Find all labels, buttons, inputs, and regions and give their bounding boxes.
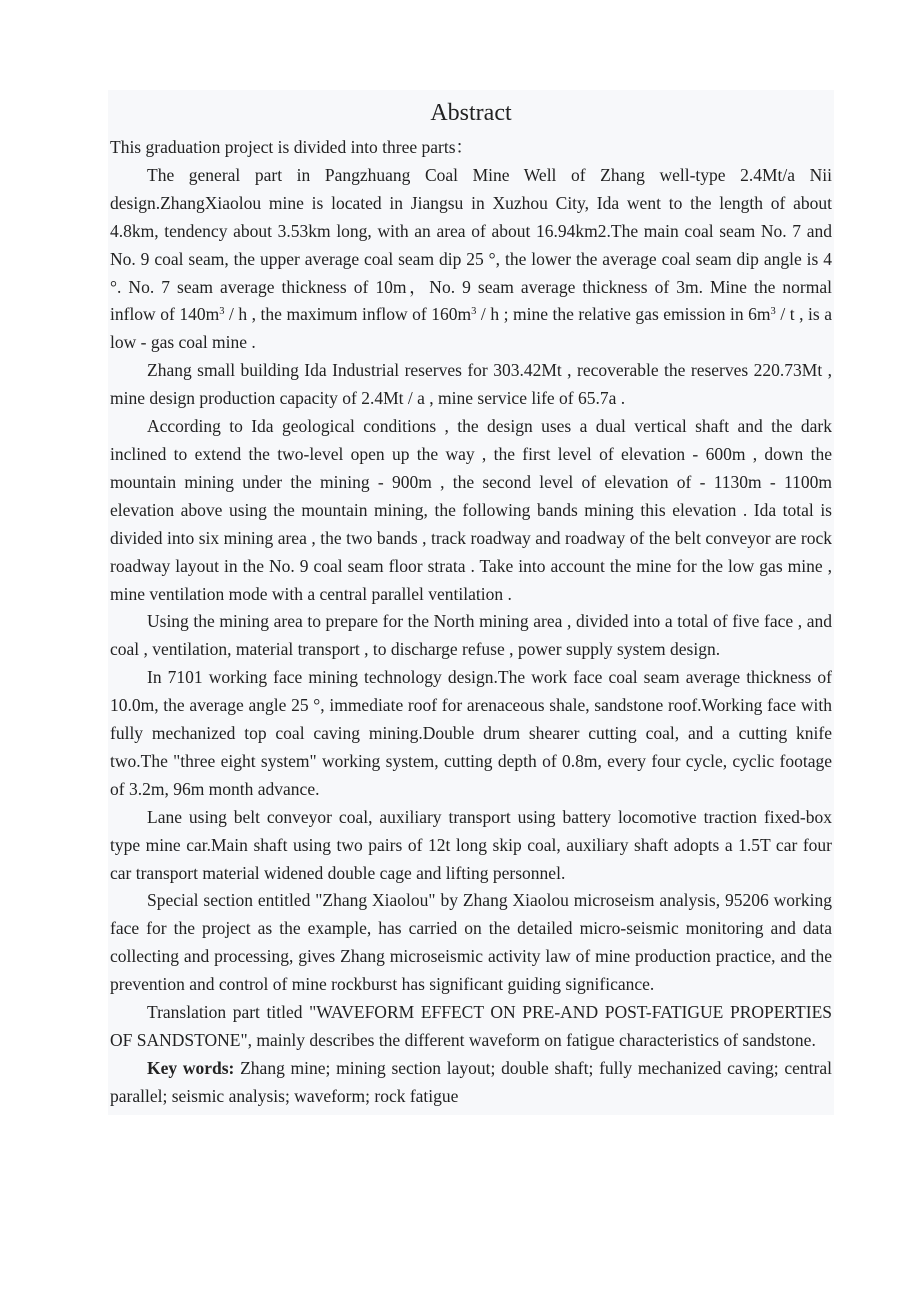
superscript-cubed: 3 bbox=[471, 306, 477, 318]
p1-text-b: / h , the maximum inflow of 160m bbox=[224, 304, 472, 325]
keywords-text: Zhang mine; mining section layout; double shaft; fully mechanized caving; central parallel; seismic analysis; waveform; rock fatigue bbox=[110, 1057, 832, 1106]
superscript-cubed: 3 bbox=[219, 306, 225, 318]
paragraph-development: According to Ida geological conditions , the design uses a dual vertical shaft and the dark inclined to extend the two-level open up the way , the first level of elevation - 600m , down the mountain mining under the mining - 900m , the second level of elevation of - 1130m - 1100m elevation above using the mountain mining, the following bands mining this elevation . Ida total is divided into six mining area , the two bands , track roadway and roadway of the belt conveyor are rock roadway layout in the No. 9 coal seam floor strata . Take into account the mine for the low gas mine , mine ventilation mode with a central parallel ventilation . bbox=[110, 416, 832, 604]
paragraph-transport: Lane using belt conveyor coal, auxiliary transport using battery locomotive traction fixed-box type mine car.Main shaft using two pairs of 12t long skip coal, auxiliary shaft adopts a 1.5T car four car transport material widened double cage and lifting personnel. bbox=[110, 806, 832, 883]
paragraph-working-face: In 7101 working face mining technology design.The work face coal seam average thickness of 10.0m, the average angle 25 °, immediate roof for arenaceous shale, sandstone roof.Working face with fully mechanized top coal caving mining.Double drum shearer cutting coal, and a cutting knife two.The "three eight system" working system, cutting depth of 0.8m, every four cycle, cyclic footage of 3.2m, 96m month advance. bbox=[110, 667, 832, 799]
paragraph-special-section: Special section entitled "Zhang Xiaolou" by Zhang Xiaolou microseism analysis, 95206 working face for the project as the example, has carried on the detailed micro-seismic monitoring and data collecting and processing, gives Zhang microseismic activity law of mine production practice, and the prevention and control of mine rockburst has significant guiding significance. bbox=[110, 890, 832, 995]
abstract-title: Abstract bbox=[430, 100, 512, 126]
keywords-label: Key words: bbox=[147, 1057, 235, 1078]
abstract-section bbox=[108, 90, 834, 1115]
p1-text-c: / h ; mine the relative gas emission in 6m bbox=[476, 304, 771, 325]
paragraph-translation: Translation part titled "WAVEFORM EFFECT ON PRE-AND POST-FATIGUE PROPERTIES OF SANDSTONE", mainly describes the different waveform on fatigue characteristics of sandstone. bbox=[110, 1002, 832, 1050]
p1-text-a: The general part in Pangzhuang Coal Mine Well of Zhang well-type 2.4Mt/a Nii design.ZhangXiaolou mine is located in Jiangsu in Xuzhou City, Ida went to the length of about 4.8km, tendency about 3.53km long, with an area of about 16.94km2.The main coal seam No. 7 and No. 9 coal seam, the upper average coal seam dip 25 °, the lower the average coal seam dip angle is 4 °. No. 7 seam average thickness of 10m，No. 9 seam average thickness of 3m. Mine the normal inflow of 140m bbox=[110, 164, 832, 325]
p1-text-d: / t , is a low - gas coal mine . bbox=[110, 304, 832, 353]
keywords bbox=[110, 1055, 832, 1111]
abstract-intro: This graduation project is divided into three parts： bbox=[110, 137, 474, 157]
paragraph-mining-area: Using the mining area to prepare for the North mining area , divided into a total of five face , and coal , ventilation, material transport , to discharge refuse , power supply system design. bbox=[110, 611, 832, 660]
paragraph-general-design bbox=[110, 162, 832, 357]
superscript-cubed: 3 bbox=[770, 306, 776, 318]
paragraph-reserves: Zhang small building Ida Industrial reserves for 303.42Mt , recoverable the reserves 220.73Mt , mine design production capacity of 2.4Mt / a , mine service life of 65.7a . bbox=[110, 360, 832, 409]
